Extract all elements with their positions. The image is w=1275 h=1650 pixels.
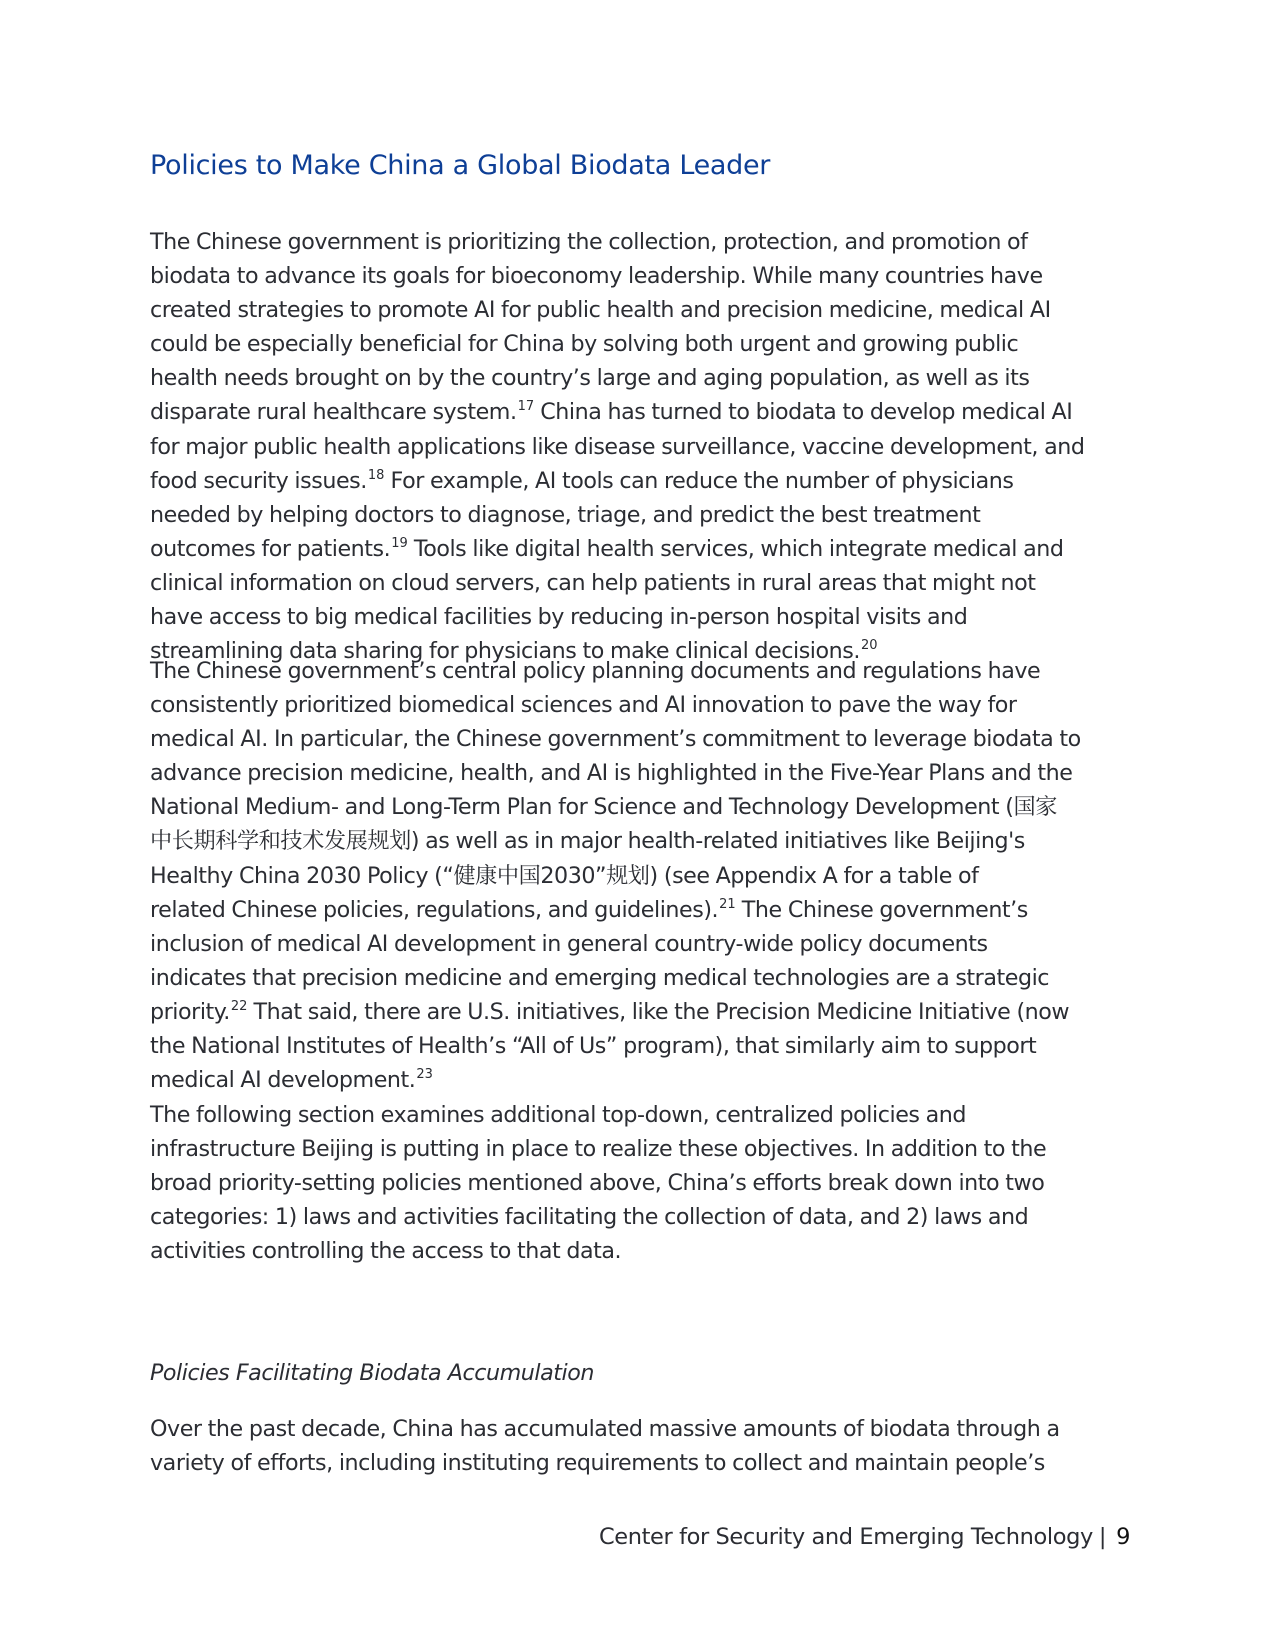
line-text: National Medium- and Long-Term Plan for Science and Technology Development (国家	[150, 794, 1057, 821]
line-text: consistently prioritized biomedical sciences and AI innovation to pave the way for	[150, 692, 1017, 719]
line-text-continued: China has turned to biodata to develop medical AI	[534, 399, 1073, 426]
text-line	[150, 259, 1140, 293]
line-text: indicates that precision medicine and emerging medical technologies are a strategic	[150, 964, 1050, 991]
line-text-continued: The Chinese government’s	[735, 896, 1028, 923]
section-heading: Policies to Make China a Global Biodata Leader	[150, 150, 771, 181]
footnote-reference[interactable]: 20	[860, 638, 878, 654]
line-text: 中长期科学和技术发展规划) as well as in major health-related initiatives like Beijing's	[150, 828, 1025, 855]
text-line	[150, 532, 1140, 566]
line-text: clinical information on cloud servers, can help patients in rural areas that might not	[150, 569, 1036, 596]
text-line	[150, 1166, 1140, 1200]
line-text: outcomes for patients.	[150, 535, 391, 562]
line-text: streamlining data sharing for physicians to make clinical decisions.	[150, 638, 860, 665]
text-line	[150, 361, 1140, 395]
text-line	[150, 1063, 1140, 1097]
text-line	[150, 688, 1140, 722]
text-line	[150, 1412, 1140, 1446]
text-line	[150, 498, 1140, 532]
text-line	[150, 893, 1140, 927]
text-line	[150, 722, 1140, 756]
line-text: The Chinese government is prioritizing the collection, protection, and promotion of	[150, 229, 1028, 255]
line-text: medical AI development.	[150, 1067, 416, 1094]
line-text: activities controlling the access to that data.	[150, 1238, 622, 1265]
line-text: advance precision medicine, health, and AI is highlighted in the Five-Year Plans and the	[150, 760, 1073, 787]
text-line	[150, 464, 1140, 498]
text-line	[150, 600, 1140, 634]
line-text: biodata to advance its goals for bioeconomy leadership. While many countries have	[150, 263, 1043, 290]
line-text: related Chinese policies, regulations, and guidelines).	[150, 896, 719, 923]
text-line	[150, 430, 1140, 464]
line-text: needed by helping doctors to diagnose, triage, and predict the best treatment	[150, 501, 981, 528]
line-text: medical AI. In particular, the Chinese government’s commitment to leverage biodata to	[150, 726, 1081, 753]
text-line	[150, 1200, 1140, 1234]
line-text: for major public health applications like disease surveillance, vaccine development, and	[150, 433, 1085, 460]
footnote-reference[interactable]: 19	[391, 535, 408, 551]
line-text: could be especially beneficial for China by solving both urgent and growing public	[150, 331, 1019, 358]
text-line	[150, 327, 1140, 361]
text-line	[150, 961, 1140, 995]
footnote-reference[interactable]: 22	[230, 998, 248, 1014]
text-line	[150, 293, 1140, 327]
footer-separator: |	[1098, 1524, 1107, 1550]
line-text: health needs brought on by the country’s large and aging population, as well as its	[150, 365, 1030, 392]
line-text: Healthy China 2030 Policy (“健康中国2030”规划) (see Appendix A for a table of	[150, 862, 979, 889]
line-text: disparate rural healthcare system.	[150, 399, 517, 426]
text-line	[150, 824, 1140, 858]
text-line	[150, 225, 1140, 259]
text-line	[150, 654, 1140, 688]
text-line	[150, 1098, 1140, 1132]
paragraph-3	[150, 1098, 1140, 1268]
page-footer	[599, 1524, 1130, 1550]
text-line	[150, 927, 1140, 961]
text-line	[150, 1234, 1140, 1268]
text-line	[150, 395, 1140, 429]
line-text: Over the past decade, China has accumulated massive amounts of biodata through a	[150, 1416, 1060, 1442]
line-text: priority.	[150, 998, 230, 1025]
line-text-continued: That said, there are U.S. initiatives, like the Precision Medicine Initiative (now	[247, 998, 1070, 1025]
line-text: categories: 1) laws and activities facilitating the collection of data, and 2) laws and	[150, 1204, 1029, 1231]
text-line	[150, 995, 1140, 1029]
text-line	[150, 1132, 1140, 1166]
line-text-continued: For example, AI tools can reduce the number of physicians	[384, 467, 1014, 494]
footnote-reference[interactable]: 17	[517, 399, 535, 415]
line-text: have access to big medical facilities by reducing in-person hospital visits and	[150, 604, 968, 631]
line-text: The following section examines additional top-down, centralized policies and	[150, 1102, 966, 1128]
footnote-reference[interactable]: 21	[719, 896, 736, 912]
text-line	[150, 1446, 1140, 1480]
paragraph-4	[150, 1412, 1140, 1480]
line-text: inclusion of medical AI development in general country-wide policy documents	[150, 930, 988, 957]
text-line	[150, 566, 1140, 600]
text-line	[150, 756, 1140, 790]
page-number: 9	[1116, 1524, 1130, 1550]
text-line	[150, 1029, 1140, 1063]
line-text-continued: Tools like digital health services, which integrate medical and	[407, 535, 1064, 562]
text-line	[150, 790, 1140, 824]
line-text: broad priority-setting policies mentioned above, China’s efforts break down into two	[150, 1170, 1045, 1197]
line-text: The Chinese government’s central policy planning documents and regulations have	[150, 658, 1041, 684]
footer-organization: Center for Security and Emerging Technology	[598, 1524, 1093, 1550]
line-text: infrastructure Beijing is putting in place to realize these objectives. In addition to the	[150, 1136, 1047, 1163]
footnote-reference[interactable]: 18	[367, 467, 385, 483]
footnote-reference[interactable]: 23	[416, 1067, 433, 1083]
line-text: the National Institutes of Health’s “All of Us” program), that similarly aim to support	[150, 1033, 1037, 1060]
subsection-heading: Policies Facilitating Biodata Accumulation	[150, 1360, 594, 1386]
line-text: created strategies to promote AI for public health and precision medicine, medical AI	[150, 297, 1051, 324]
paragraph-2	[150, 654, 1140, 1097]
line-text: food security issues.	[150, 467, 367, 494]
text-line	[150, 859, 1140, 893]
line-text: variety of efforts, including instituting requirements to collect and maintain people’s	[150, 1450, 1045, 1477]
paragraph-1	[150, 225, 1140, 668]
